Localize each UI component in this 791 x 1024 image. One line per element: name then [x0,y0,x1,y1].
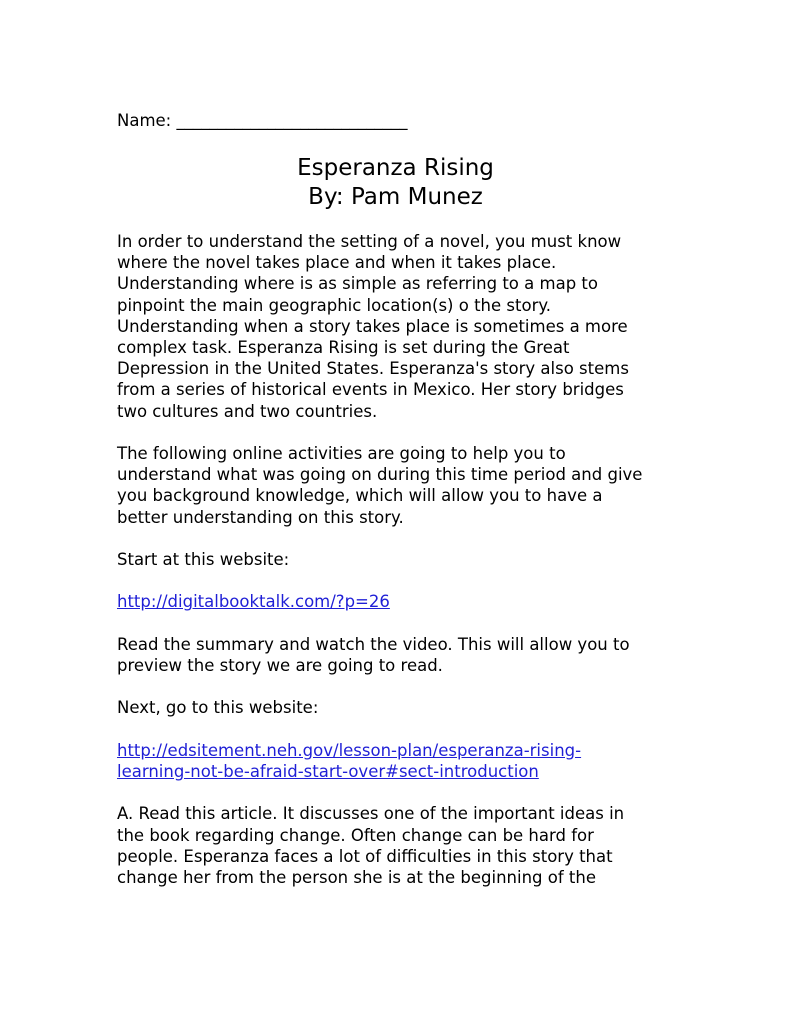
document-author: By: Pam Munez [308,184,483,210]
start-instruction: Start at this website: [117,550,290,570]
next-instruction: Next, go to this website: [117,698,319,718]
article-instruction: A. Read this article. It discusses one of the important ideas in the book regarding change. Often change can be hard for people. Esperanza faces a lot of difficulties in this story that change her from the person she is at the beginning of the [117,804,625,887]
title-block [0,154,791,212]
document-title: Esperanza Rising [297,155,494,181]
digitalbooktalk-link[interactable]: http://digitalbooktalk.com/?p=26 [117,592,390,612]
link-paragraph-1 [117,591,697,612]
intro-paragraph: In order to understand the setting of a novel, you must know where the novel takes place and when it takes place. Understanding where is as simple as referring to a map to pinpoint the main geographic location(s) o the story. Understanding when a story takes place is sometimes a more complex task. Esperanza Rising is set during the Great Depression in the United States. Esperanza's story also stems from a series of historical events in Mexico. Her story bridges two cultures and two countries. [117,232,629,421]
summary-instruction: Read the summary and watch the video. This will allow you to preview the story we are going to read. [117,634,630,675]
document-body [117,231,697,909]
edsitement-link[interactable]: http://edsitement.neh.gov/lesson-plan/esperanza-rising- learning-not-be-afraid-start-over#sect-introduction [117,740,582,781]
activities-paragraph: The following online activities are going to help you to understand what was going on during this time period and give you background knowledge, which will allow you to have a better understanding on this story. [117,444,643,527]
name-field-label: Name: ____________________________ [117,111,408,130]
link-paragraph-2 [117,740,697,782]
